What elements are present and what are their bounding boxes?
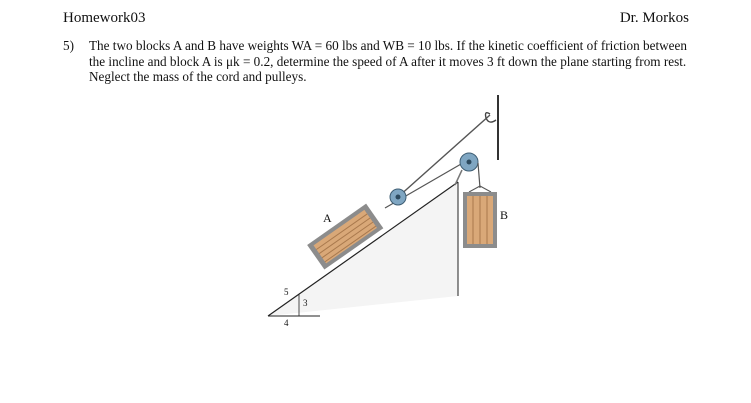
hanging-cord [478,163,480,188]
block-a-label: A [323,211,332,225]
block-b [463,186,497,248]
slope-run-label: 4 [284,318,289,328]
slope-hyp-label: 5 [284,287,289,297]
block-b-label: B [500,208,509,222]
course-title: Homework03 [63,10,146,26]
problem-text: The two blocks A and B have weights WA = 60 lbs and WB = 10 lbs. If the kinetic coefficient of friction between the incline and block A is μk = 0.2, determine the speed of A after it moves 3 ft down the plane starting from rest. Neglect the mass of the cord and pulleys. [89,38,687,84]
movable-pulley-axle [396,195,401,200]
instructor-name: Dr. Morkos [619,10,689,26]
slope-rise-label: 3 [303,298,308,308]
problem-number: 5) [63,38,74,53]
fixed-pulley-axle [467,160,472,165]
